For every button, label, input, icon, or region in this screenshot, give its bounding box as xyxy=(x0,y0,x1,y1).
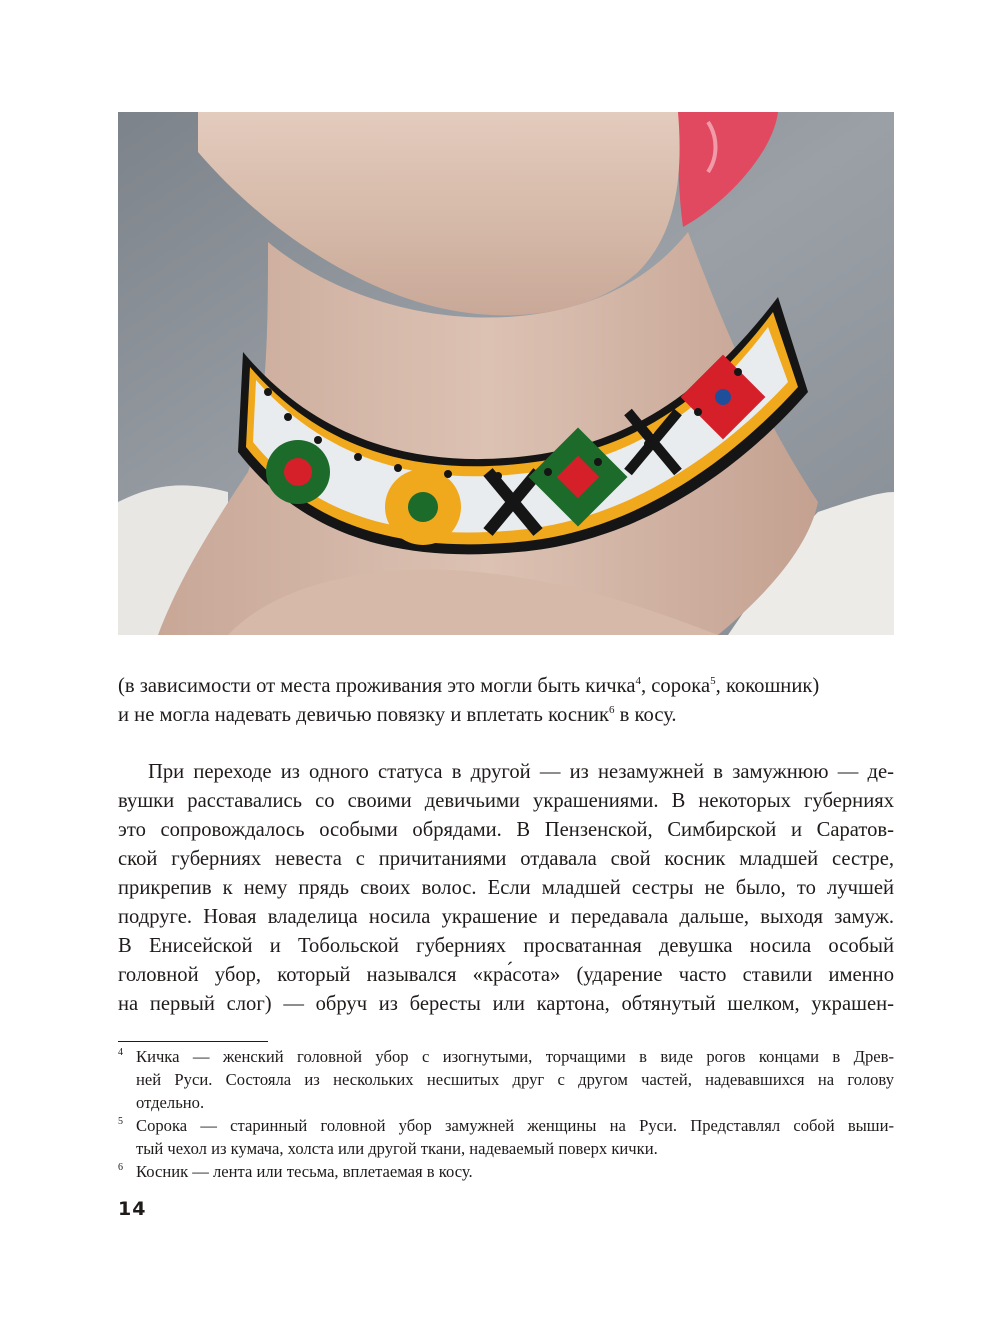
beaded-choker-photo-icon xyxy=(118,112,894,635)
footnote-ref[interactable]: 4 xyxy=(635,675,641,687)
footnote-ref[interactable]: 5 xyxy=(710,675,716,687)
footnote-line: Косник — лента или тесьма, вплетаемая в косу. xyxy=(136,1162,473,1181)
paragraph-main xyxy=(118,758,894,1019)
text-line: это сопровождалось особыми обрядами. В Пензенской, Симбирской и Саратов- xyxy=(118,819,894,841)
footnote-number: 4 xyxy=(118,1047,123,1058)
footnote-number: 5 xyxy=(118,1116,123,1127)
footnote-line: Кичка — женский головной убор с изогнутыми, торчащими в виде рогов концами в Древ- xyxy=(136,1047,894,1066)
footnote-line: Сорока — старинный головной убор замужней женщины на Руси. Представлял собой выши- xyxy=(136,1116,894,1135)
text-line: на первый слог) — обруч из бересты или картона, обтянутый шелком, украшен- xyxy=(118,993,894,1015)
footnote-6 xyxy=(118,1160,894,1183)
footnote-4 xyxy=(118,1045,894,1114)
footnote-ref[interactable]: 6 xyxy=(609,704,615,716)
text-line: головной убор, который назывался «кра́сота» (ударение часто ставили именно xyxy=(118,964,894,986)
page-number: 14 xyxy=(118,1198,147,1220)
choker-photo xyxy=(118,112,894,635)
text-line: прикрепив к нему прядь своих волос. Если младшей сестры не было, то лучшей xyxy=(118,877,894,899)
text-line: и не могла надевать девичью повязку и вплетать косник$^6$ в косу. xyxy=(118,704,677,726)
footnotes xyxy=(118,1045,894,1183)
footnote-divider xyxy=(118,1041,268,1042)
text-line: При переходе из одного статуса в другой — из незамужней в замужнюю — де- xyxy=(148,761,894,783)
text-line: ской губерниях невеста с причитаниями отдавала свой косник младшей сестре, xyxy=(118,848,894,870)
text-line: вушки расставались со своими девичьими украшениями. В некоторых губерниях xyxy=(118,790,894,812)
paragraph-continued xyxy=(118,672,894,730)
footnote-number: 6 xyxy=(118,1162,123,1173)
text-line: В Енисейской и Тобольской губерниях просватанная девушка носила особый xyxy=(118,935,894,957)
footnote-line: тый чехол из кумача, холста или другой ткани, надеваемый поверх кички. xyxy=(136,1139,658,1158)
footnote-5 xyxy=(118,1114,894,1160)
footnote-line: отдельно. xyxy=(136,1093,205,1112)
footnote-line: ней Руси. Состояла из нескольких несшитых друг с другом частей, надевавшихся на голову xyxy=(136,1070,894,1089)
text-line: подруге. Новая владелица носила украшение и передавала дальше, выходя замуж. xyxy=(118,906,894,928)
text-line: (в зависимости от места проживания это могли быть кичка$^4$, сорока$^5$, кокошник) xyxy=(118,675,820,697)
